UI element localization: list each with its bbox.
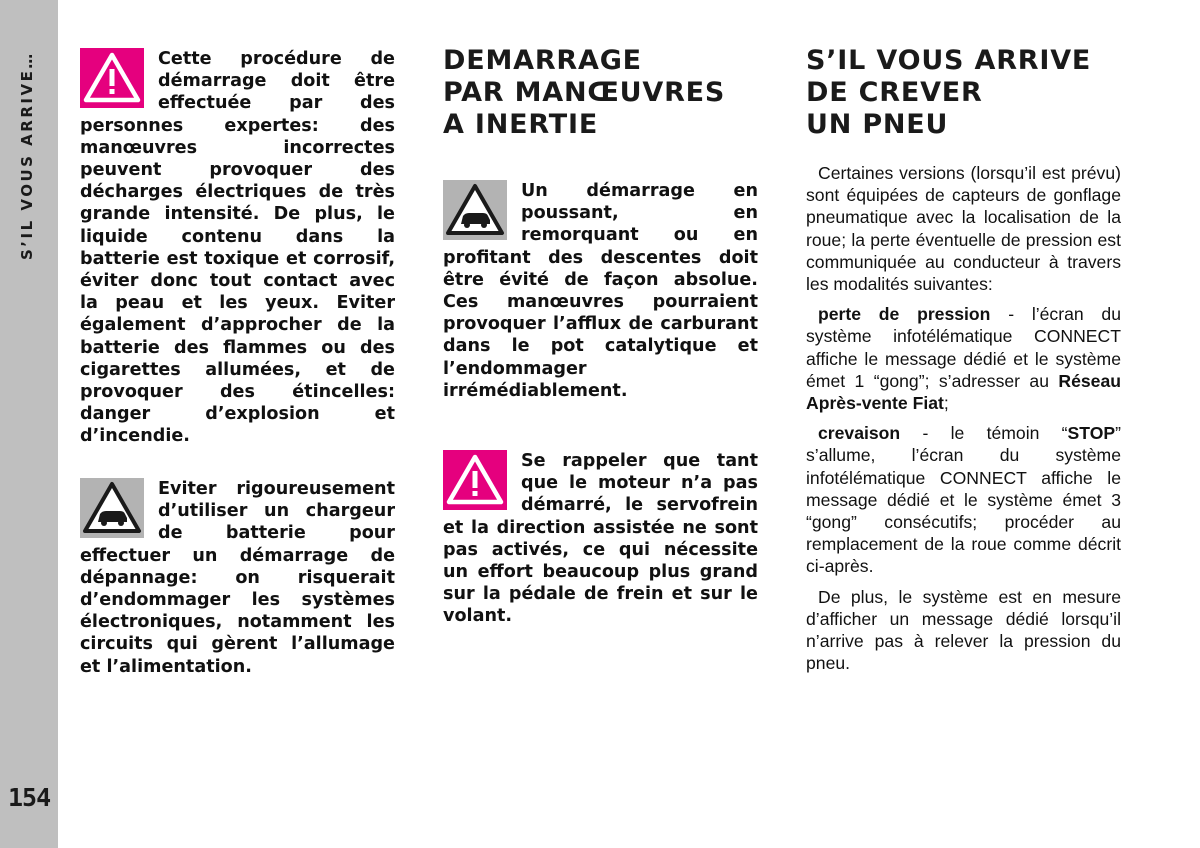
heading-line: UN PNEU: [806, 109, 949, 140]
warning-text: Un démarrage en poussant, en remorquant ou en profitant des descentes doit être évité de façon absolue. Ces manœuvres pourraient provoquer l’afflux de carburant dans le pot catalytique et l’endommager irrémédiablement.: [443, 181, 758, 401]
puncture-paragraph: [806, 422, 1121, 577]
danger-warning-battery: [80, 48, 395, 448]
heading-line: PAR MANŒUVRES: [443, 77, 726, 108]
term-end: ;: [943, 393, 949, 414]
term-text: ” s’allume, l’écran du système infotélématique CONNECT affiche le message dédié et le système émet 3 “gong” consécutifs; procéder au remplacement de la roue comme décrit ci-après.: [806, 423, 1121, 577]
danger-triangle-icon: [443, 450, 507, 506]
network-name: Réseau Après-vente Fiat: [806, 370, 1121, 414]
column-2: [443, 45, 758, 141]
column-2-warning-2: [443, 450, 758, 628]
column-1: [80, 48, 395, 448]
heading-line: A INERTIE: [443, 109, 599, 140]
term-text: - le témoin “: [900, 423, 1068, 444]
stop-indicator: STOP: [1067, 423, 1116, 444]
column-2-warning-1: [443, 180, 758, 402]
column-1-lower: [80, 478, 395, 678]
outro-paragraph: De plus, le système est en mesure d’afficher un message dédié lorsqu’il n’arrive pas à relever la pression du pneu.: [806, 586, 1121, 674]
column-3: [806, 45, 1121, 141]
warning-text: Se rappeler que tant que le moteur n’a pas démarré, le servofrein et la direction assistée ne sont pas activés, ce qui nécessite un effort beaucoup plus grand sur la pédale de frein et sur le volant.: [443, 451, 758, 627]
section-heading: [806, 45, 1121, 141]
caution-warning-push-start: [443, 180, 758, 402]
danger-triangle-icon: [80, 48, 144, 104]
caution-warning-charger: [80, 478, 395, 678]
term-label: crevaison: [818, 423, 901, 444]
term-label: perte de pression: [818, 304, 991, 325]
warning-text: Eviter rigoureusement d’utiliser un chargeur de batterie pour effectuer un démarrage de dépannage: on risquerait d’endommager les systèmes électroniques, notamment les circuits qui gèrent l’allumage et l’alimentation.: [80, 479, 395, 677]
sidebar: [0, 0, 58, 848]
heading-line: DE CREVER: [806, 77, 983, 108]
warning-text: Cette procédure de démarrage doit être effectuée par des personnes expertes: des manœuvres incorrectes peuvent provoquer des décharges électriques de très grande intensité. De plus, le liquide contenu dans la batterie est toxique et corrosif, éviter donc tout contact avec la peau et les yeux. Eviter également d’approcher de la batterie des flammes ou des cigarettes allumées, et de provoquer des étincelles: danger d’explosion et d’incendie.: [80, 49, 395, 447]
page-number: 154: [8, 783, 51, 812]
heading-line: S’IL VOUS ARRIVE: [806, 45, 1092, 76]
danger-warning-power-steering: [443, 450, 758, 628]
heading-line: DEMARRAGE: [443, 45, 642, 76]
term-text: - l’écran du système infotélématique CONNECT affiche le message dédié et le système émet 1 “gong”; s’adresser au: [806, 304, 1122, 391]
side-section-title: S’IL VOUS ARRIVE…: [18, 51, 36, 260]
section-heading: [443, 45, 758, 141]
intro-paragraph: Certaines versions (lorsqu’il est prévu) sont équipées de capteurs de gonflage pneumatique avec la localisation de la roue; la perte éventuelle de pression est communiquée au conducteur à travers les modalités suivantes:: [806, 163, 1121, 295]
column-3-body: [806, 162, 1121, 674]
pressure-loss-paragraph: [806, 303, 1121, 414]
car-caution-icon: [80, 478, 144, 534]
car-caution-icon: [443, 180, 507, 236]
